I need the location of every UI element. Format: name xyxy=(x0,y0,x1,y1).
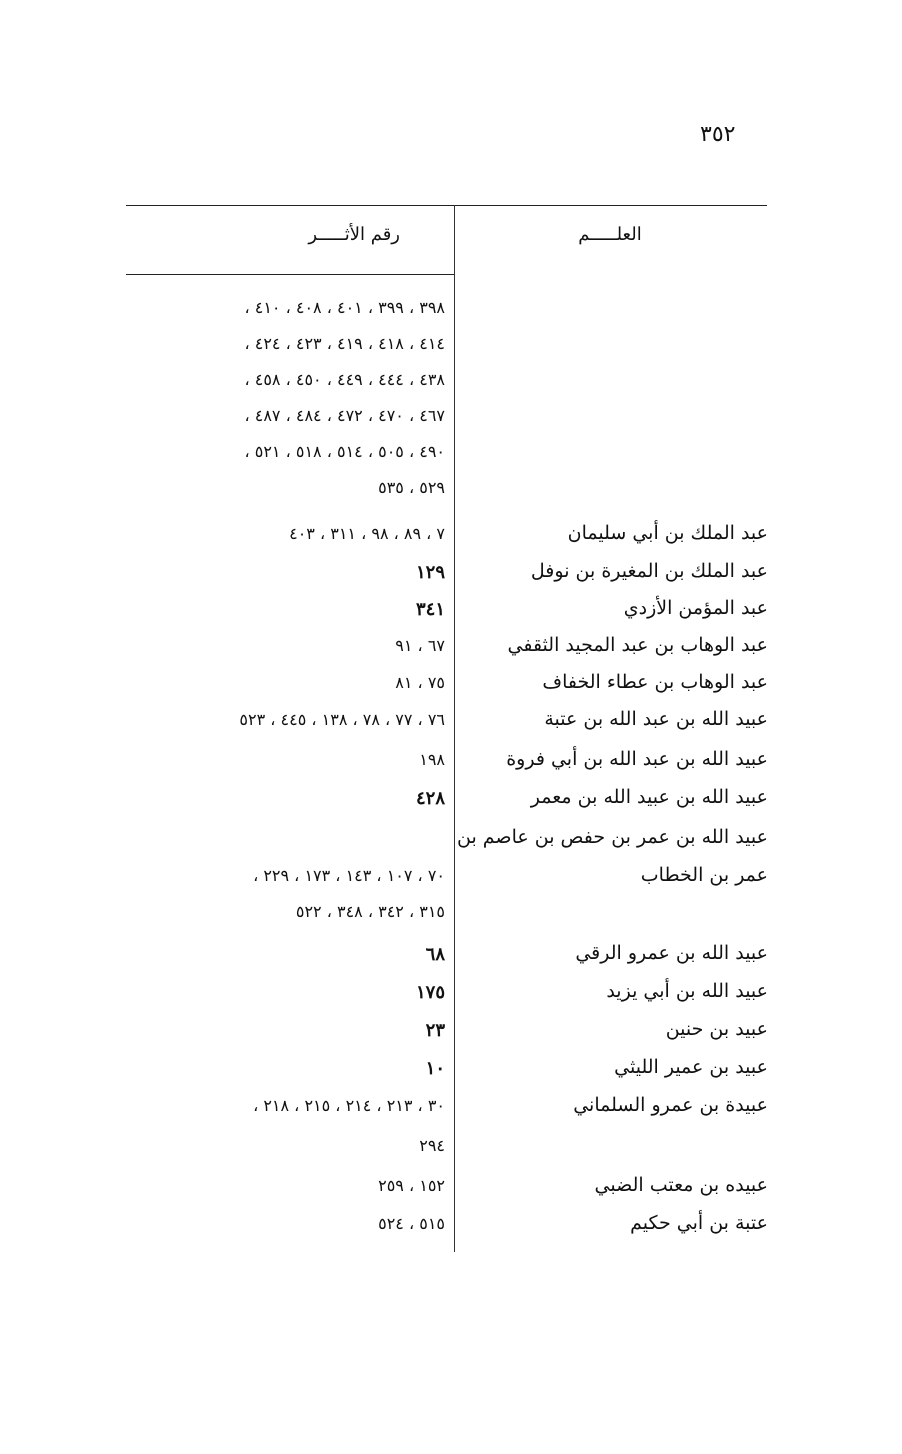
person-name: عبيد الله بن أبي يزيد xyxy=(606,980,768,1002)
index-row xyxy=(0,976,902,1013)
reference-numbers: ١٩٨ xyxy=(419,750,445,769)
index-row xyxy=(0,896,902,933)
index-row xyxy=(0,292,902,329)
reference-numbers: ٤٣٨ ، ٤٤٤ ، ٤٤٩ ، ٤٥٠ ، ٤٥٨ ، xyxy=(244,370,445,389)
person-name: عبيد الله بن عمر بن حفص بن عاصم بن xyxy=(457,826,768,848)
person-name: عبد الملك بن أبي سليمان xyxy=(567,522,768,544)
person-name: عبيد بن حنين xyxy=(665,1018,768,1040)
index-row xyxy=(0,704,902,741)
reference-numbers: ٧٠ ، ١٠٧ ، ١٤٣ ، ١٧٣ ، ٢٢٩ ، xyxy=(253,866,445,885)
index-row xyxy=(0,472,902,509)
index-row xyxy=(0,1208,902,1245)
index-row xyxy=(0,630,902,667)
index-row xyxy=(0,364,902,401)
reference-numbers: ١٠ xyxy=(425,1058,445,1079)
reference-numbers: ٥١٥ ، ٥٢٤ xyxy=(378,1214,445,1233)
reference-numbers: ٤١٤ ، ٤١٨ ، ٤١٩ ، ٤٢٣ ، ٤٢٤ ، xyxy=(244,334,445,353)
person-name: عبد الوهاب بن عبد المجيد الثقفي xyxy=(507,634,768,656)
index-row xyxy=(0,556,902,593)
table-top-rule xyxy=(126,205,767,206)
reference-numbers: ٣٩٨ ، ٣٩٩ ، ٤٠١ ، ٤٠٨ ، ٤١٠ ، xyxy=(244,298,445,317)
reference-numbers: ٤٦٧ ، ٤٧٠ ، ٤٧٢ ، ٤٨٤ ، ٤٨٧ ، xyxy=(244,406,445,425)
person-name: عتبة بن أبي حكيم xyxy=(630,1212,768,1234)
reference-numbers: ٧ ، ٨٩ ، ٩٨ ، ٣١١ ، ٤٠٣ xyxy=(289,524,445,543)
reference-numbers: ٦٧ ، ٩١ xyxy=(395,636,445,655)
person-name: عبد الوهاب بن عطاء الخفاف xyxy=(542,671,768,693)
index-row xyxy=(0,744,902,781)
person-name: عبيدة بن عمرو السلماني xyxy=(573,1094,768,1116)
person-name: عبيد الله بن عبد الله بن أبي فروة xyxy=(506,748,768,770)
index-row xyxy=(0,860,902,897)
reference-numbers: ٣٤١ xyxy=(415,599,445,620)
index-row xyxy=(0,518,902,555)
reference-numbers: ١٢٩ xyxy=(415,562,445,583)
person-name: عمر بن الخطاب xyxy=(640,864,768,886)
index-row xyxy=(0,822,902,859)
index-row xyxy=(0,1014,902,1051)
person-name: عبيد الله بن عبد الله بن عتبة xyxy=(544,708,768,730)
reference-column-header: رقم الأثـــــر xyxy=(308,224,400,245)
index-row xyxy=(0,436,902,473)
person-name: عبيد بن عمير الليثي xyxy=(614,1056,768,1078)
reference-numbers: ٢٩٤ xyxy=(419,1136,445,1155)
reference-numbers: ٤٩٠ ، ٥٠٥ ، ٥١٤ ، ٥١٨ ، ٥٢١ ، xyxy=(244,442,445,461)
page-number: ٣٥٢ xyxy=(700,122,736,147)
index-row xyxy=(0,782,902,819)
reference-numbers: ٤٢٨ xyxy=(415,788,445,809)
header-separator xyxy=(126,274,455,275)
index-row xyxy=(0,400,902,437)
reference-numbers: ١٧٥ xyxy=(415,982,445,1003)
reference-numbers: ٣٠ ، ٢١٣ ، ٢١٤ ، ٢١٥ ، ٢١٨ ، xyxy=(253,1096,445,1115)
index-row xyxy=(0,328,902,365)
person-name: عبيد الله بن عمرو الرقي xyxy=(575,942,768,964)
person-name: عبيد الله بن عبيد الله بن معمر xyxy=(530,786,768,808)
person-name: عبد الملك بن المغيرة بن نوفل xyxy=(530,560,768,582)
reference-numbers: ٥٢٩ ، ٥٣٥ xyxy=(378,478,445,497)
index-row xyxy=(0,1090,902,1127)
person-name: عبد المؤمن الأزدي xyxy=(623,597,768,619)
index-row xyxy=(0,667,902,704)
name-column-header: العلـــــم xyxy=(578,224,642,245)
reference-numbers: ١٥٢ ، ٢٥٩ xyxy=(378,1176,445,1195)
index-row xyxy=(0,1052,902,1089)
reference-numbers: ٧٥ ، ٨١ xyxy=(395,673,445,692)
person-name: عبيده بن معتب الضبي xyxy=(594,1174,768,1196)
reference-numbers: ٦٨ xyxy=(425,944,445,965)
index-row xyxy=(0,1130,902,1167)
index-row xyxy=(0,938,902,975)
index-row xyxy=(0,1170,902,1207)
reference-numbers: ٢٣ xyxy=(425,1020,445,1041)
reference-numbers: ٣١٥ ، ٣٤٢ ، ٣٤٨ ، ٥٢٢ xyxy=(295,902,445,921)
index-row xyxy=(0,593,902,630)
reference-numbers: ٧٦ ، ٧٧ ، ٧٨ ، ١٣٨ ، ٤٤٥ ، ٥٢٣ xyxy=(239,710,445,729)
